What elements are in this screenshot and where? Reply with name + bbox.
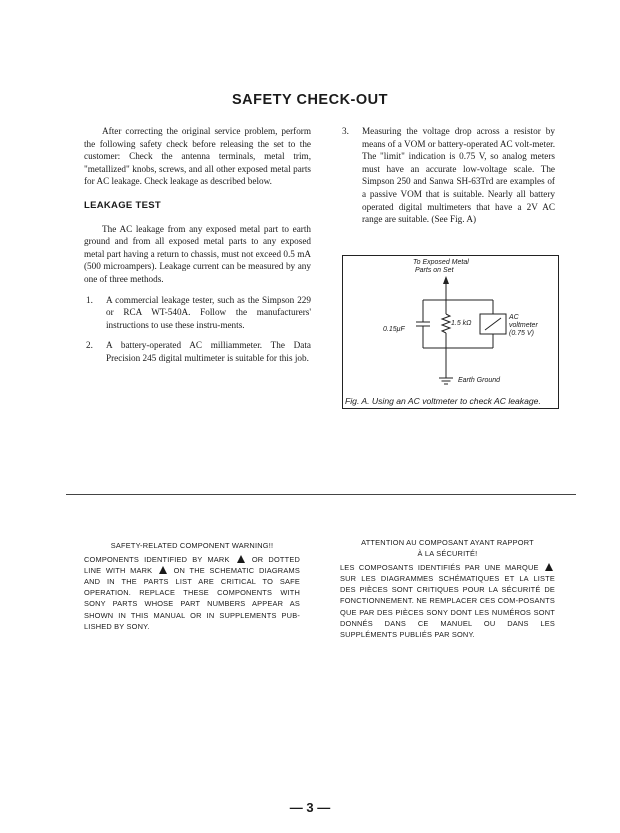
warning-body (340, 562, 555, 640)
method-item-2 (86, 339, 311, 364)
resistor-label: 1.5 kΩ (451, 320, 472, 327)
safety-warning-french (340, 537, 555, 640)
leakage-paragraph: The AC leakage from any exposed metal part to earth ground and from all exposed metal parts to any exposed metal part having a return to chassis, must not exceed 0.5 mA (500 microampers). Leakage current can be measured by any one of three methods. (84, 223, 311, 284)
method-number: 3. (342, 126, 349, 136)
method-number: 1. (86, 294, 93, 305)
method-text: A battery-operated AC milliammeter. The Data Precision 245 digital multimeter is suitable for this job. (106, 340, 311, 363)
intro-paragraph: After correcting the original service problem, perform the following safety check before releasing the set to the customer: Check the antenna terminals, metal trim, "metallized" knobs, screws, and all other exposed metal parts for AC leakage. Check leakage as described below. (84, 126, 311, 187)
leakage-test-heading: LEAKAGE TEST (84, 199, 161, 211)
warning-body (84, 554, 300, 632)
warning-triangle-icon (545, 563, 553, 571)
page-title: SAFETY CHECK-OUT (232, 92, 388, 108)
warning-triangle-icon (159, 566, 167, 574)
warning-triangle-icon (237, 555, 245, 563)
capacitor-label: 0.15μF (383, 326, 405, 333)
method-text: A commercial leakage tester, such as the Simpson 229 or RCA WT-540A. Follow the manufacturers' instructions to use these instru-ments. (106, 294, 311, 330)
method-item-1 (86, 294, 311, 332)
safety-warning-english (84, 540, 300, 632)
ground-label: Earth Ground (458, 377, 501, 384)
method-text: Measuring the voltage drop across a resistor by means of a VOM or battery-operated AC volt-meter. The "limit" indication is 0.75 V, so analog meters must have an accurate low-voltage scale. The Simpson 250 and Sanwa SH-63Trd are examples of a passive VOM that is suitable. Nearly all battery operated digital multimeters that have a 2V AC range are suitable. (See Fig. A) (362, 126, 555, 225)
top-label-line-1: To Exposed Metal (413, 259, 469, 266)
warning-text: LES COMPOSANTS IDENTIFIÉS PAR UNE MARQUE (340, 563, 539, 573)
warning-heading-line: ATTENTION AU COMPOSANT AYANT RAPPORT (361, 538, 534, 547)
warning-text: ON THE SCHEMATIC DIAGRAMS AND IN THE PARTS LIST ARE CRITICAL TO SAFE OPERATION. REPLACE THESE COMPONENTS WITH SONY PARTS WHOSE PART NUMBERS APPEAR AS SHOWN IN THIS MANUAL OR IN SUPPLEMENTS PUB-LISHED BY SONY. (84, 566, 300, 631)
right-column (340, 125, 555, 226)
figure-caption: Fig. A. Using an AC voltmeter to check AC leakage. (345, 396, 541, 406)
section-divider (66, 494, 576, 495)
method-item-3 (342, 125, 555, 226)
left-column (84, 125, 311, 365)
meter-label-ac: AC (509, 314, 519, 321)
warning-text: SUR LES DIAGRAMMES SCHÉMATIQUES ET LA LISTE DES PIÈCES SONT CRITIQUES POUR LA SÉCURITÉ DE FONCTIONNEMENT. NE REMPLACER CES COM-POSANTS QUE PAR DES PIÈCES SONY DONT LES NUMÉROS SONT DONNÉS DANS CE MANUEL OU DANS LES SUPPLÉMENTS PUBLIÉS PAR SONY. (340, 574, 555, 639)
top-label-line-2: Parts on Set (415, 267, 454, 274)
warning-text: OR DOTTED LINE WITH MARK (84, 555, 300, 576)
warning-heading: SAFETY-RELATED COMPONENT WARNING!! (110, 541, 274, 550)
warning-heading (340, 537, 555, 559)
page-number: — 3 — (289, 800, 331, 815)
warning-text: COMPONENTS IDENTIFIED BY MARK (84, 555, 230, 565)
meter-label-voltmeter: voltmeter (509, 322, 538, 329)
warning-heading-line: À LA SÉCURITÉ! (417, 549, 478, 559)
meter-label-limit: (0.75 V) (509, 330, 534, 337)
figure-a (342, 255, 559, 409)
method-number: 2. (86, 340, 93, 351)
